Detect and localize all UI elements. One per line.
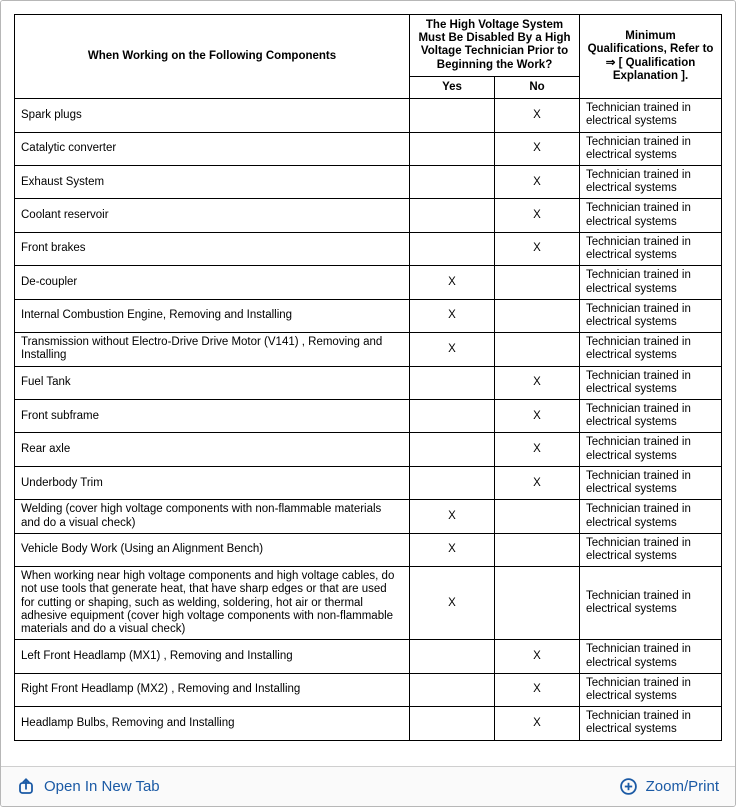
yes-mark-cell xyxy=(410,400,495,433)
table-row xyxy=(15,232,722,265)
component-cell: Right Front Headlamp (MX2) , Removing and Installing xyxy=(15,673,410,706)
qualification-cell: Technician trained in electrical systems xyxy=(580,299,722,332)
table-row xyxy=(15,707,722,740)
viewer-footer-bar xyxy=(1,766,735,806)
no-mark-cell: X xyxy=(495,673,580,706)
table-row xyxy=(15,333,722,366)
component-cell: Headlamp Bulbs, Removing and Installing xyxy=(15,707,410,740)
no-mark-cell: X xyxy=(495,707,580,740)
qualification-cell: Technician trained in electrical systems xyxy=(580,433,722,466)
yes-mark-cell: X xyxy=(410,500,495,533)
no-mark-cell xyxy=(495,299,580,332)
header-hv-question: The High Voltage System Must Be Disabled By a High Voltage Technician Prior to Beginning the Work? xyxy=(410,15,580,77)
qualification-cell: Technician trained in electrical systems xyxy=(580,232,722,265)
component-cell: Coolant reservoir xyxy=(15,199,410,232)
table-row xyxy=(15,299,722,332)
table-content-area xyxy=(1,1,735,766)
no-mark-cell: X xyxy=(495,99,580,132)
qualification-cell: Technician trained in electrical systems xyxy=(580,500,722,533)
component-cell: Underbody Trim xyxy=(15,466,410,499)
yes-mark-cell: X xyxy=(410,299,495,332)
yes-mark-cell xyxy=(410,366,495,399)
component-cell: De-coupler xyxy=(15,266,410,299)
no-mark-cell xyxy=(495,567,580,640)
component-cell: Rear axle xyxy=(15,433,410,466)
table-row xyxy=(15,366,722,399)
table-row xyxy=(15,199,722,232)
qualification-cell: Technician trained in electrical systems xyxy=(580,707,722,740)
table-row xyxy=(15,533,722,566)
zoom-print-label: Zoom/Print xyxy=(645,778,719,795)
yes-mark-cell xyxy=(410,165,495,198)
component-cell: Catalytic converter xyxy=(15,132,410,165)
yes-mark-cell xyxy=(410,199,495,232)
open-in-new-tab-button[interactable] xyxy=(17,777,160,796)
qualification-cell: Technician trained in electrical systems xyxy=(580,333,722,366)
no-mark-cell: X xyxy=(495,433,580,466)
qualification-cell: Technician trained in electrical systems xyxy=(580,400,722,433)
zoom-print-button[interactable] xyxy=(619,777,719,796)
qualification-cell: Technician trained in electrical systems xyxy=(580,567,722,640)
header-qualifications: Minimum Qualifications, Refer to ⇒ [ Qualification Explanation ]. xyxy=(580,15,722,99)
yes-mark-cell: X xyxy=(410,533,495,566)
open-in-new-tab-icon xyxy=(17,777,36,796)
table-row xyxy=(15,400,722,433)
table-row xyxy=(15,165,722,198)
component-cell: When working near high voltage components and high voltage cables, do not use tools that generate heat, that have sharp edges or that are used for cutting or shaping, such as welding, soldering, hot air or thermal adhesive equipment (cover high voltage components with non-flammable materials and do a visual check) xyxy=(15,567,410,640)
table-row xyxy=(15,266,722,299)
no-mark-cell xyxy=(495,333,580,366)
table-row xyxy=(15,500,722,533)
zoom-plus-icon xyxy=(619,777,638,796)
no-mark-cell: X xyxy=(495,165,580,198)
no-mark-cell xyxy=(495,500,580,533)
header-row-main xyxy=(15,15,722,77)
component-cell: Fuel Tank xyxy=(15,366,410,399)
no-mark-cell: X xyxy=(495,640,580,673)
qualification-cell: Technician trained in electrical systems xyxy=(580,673,722,706)
yes-mark-cell xyxy=(410,433,495,466)
component-cell: Exhaust System xyxy=(15,165,410,198)
yes-mark-cell xyxy=(410,132,495,165)
qualification-cell: Technician trained in electrical systems xyxy=(580,640,722,673)
yes-mark-cell xyxy=(410,232,495,265)
table-row xyxy=(15,640,722,673)
qualification-cell: Technician trained in electrical systems xyxy=(580,533,722,566)
table-row xyxy=(15,673,722,706)
component-cell: Transmission without Electro-Drive Drive Motor (V141) , Removing and Installing xyxy=(15,333,410,366)
yes-mark-cell xyxy=(410,640,495,673)
header-no: No xyxy=(495,76,580,98)
yes-mark-cell xyxy=(410,673,495,706)
component-cell: Internal Combustion Engine, Removing and Installing xyxy=(15,299,410,332)
component-cell: Spark plugs xyxy=(15,99,410,132)
table-row xyxy=(15,567,722,640)
no-mark-cell: X xyxy=(495,232,580,265)
qualification-cell: Technician trained in electrical systems xyxy=(580,266,722,299)
component-cell: Front brakes xyxy=(15,232,410,265)
component-cell: Welding (cover high voltage components with non-flammable materials and do a visual check) xyxy=(15,500,410,533)
yes-mark-cell: X xyxy=(410,266,495,299)
qualification-cell: Technician trained in electrical systems xyxy=(580,99,722,132)
yes-mark-cell xyxy=(410,466,495,499)
no-mark-cell: X xyxy=(495,132,580,165)
table-row xyxy=(15,433,722,466)
open-in-new-tab-label: Open In New Tab xyxy=(44,778,160,795)
component-cell: Left Front Headlamp (MX1) , Removing and Installing xyxy=(15,640,410,673)
no-mark-cell: X xyxy=(495,199,580,232)
yes-mark-cell xyxy=(410,707,495,740)
table-row xyxy=(15,132,722,165)
hv-components-table xyxy=(14,14,722,741)
table-row xyxy=(15,466,722,499)
no-mark-cell: X xyxy=(495,366,580,399)
qualification-cell: Technician trained in electrical systems xyxy=(580,132,722,165)
qualification-cell: Technician trained in electrical systems xyxy=(580,199,722,232)
qualification-cell: Technician trained in electrical systems xyxy=(580,366,722,399)
header-components: When Working on the Following Components xyxy=(15,15,410,99)
no-mark-cell xyxy=(495,266,580,299)
yes-mark-cell: X xyxy=(410,333,495,366)
component-cell: Vehicle Body Work (Using an Alignment Bench) xyxy=(15,533,410,566)
table-row xyxy=(15,99,722,132)
qualification-cell: Technician trained in electrical systems xyxy=(580,466,722,499)
yes-mark-cell: X xyxy=(410,567,495,640)
no-mark-cell xyxy=(495,533,580,566)
qualification-cell: Technician trained in electrical systems xyxy=(580,165,722,198)
no-mark-cell: X xyxy=(495,466,580,499)
no-mark-cell: X xyxy=(495,400,580,433)
component-cell: Front subframe xyxy=(15,400,410,433)
yes-mark-cell xyxy=(410,99,495,132)
header-yes: Yes xyxy=(410,76,495,98)
